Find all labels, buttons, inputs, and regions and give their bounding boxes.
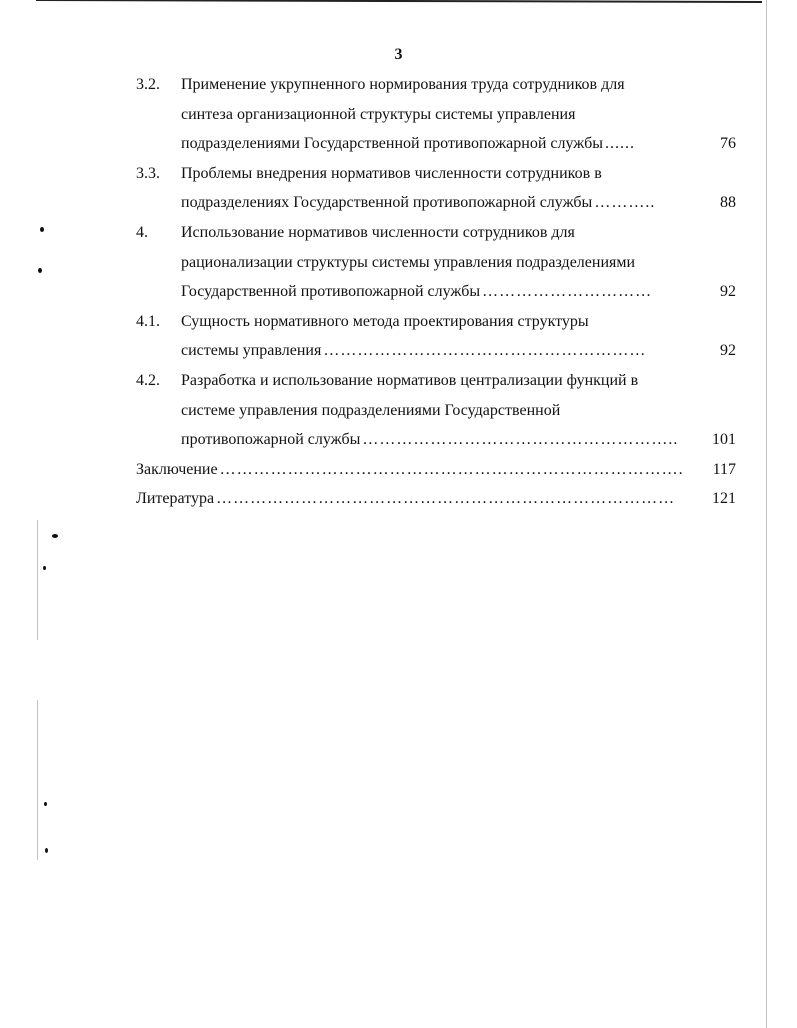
scan-speck (52, 534, 58, 538)
toc-leader-dots: ………………………………………………………………………. (219, 460, 684, 478)
toc-leader-dots: ………………………………………………… (323, 342, 647, 360)
toc-entry-number: 3.3. (136, 164, 160, 182)
toc-entry (136, 366, 736, 455)
toc-entry-line: системе управления подразделениями Государственной (181, 401, 561, 419)
toc-entry-line: системы управления (181, 342, 322, 360)
toc-entry-line: подразделениями Государственной противопожарной службы (181, 135, 603, 153)
toc-entry-number: 4.1. (136, 312, 160, 330)
toc-leader-dots: ...... (605, 135, 635, 153)
scan-speck (43, 566, 46, 570)
scan-left-mark (37, 520, 38, 640)
toc-entry-line: рационализации структуры системы управления подразделениями (181, 253, 636, 271)
toc-entry-conclusion (136, 455, 736, 485)
toc-leader-dots: ………………………… (482, 283, 653, 301)
scan-speck (45, 848, 48, 853)
toc-leader-dots: ……………………………………………….. (362, 431, 679, 449)
toc-page-number: 76 (720, 135, 736, 153)
toc-entry (136, 218, 736, 307)
toc-entry-number: 3.2. (136, 76, 160, 93)
toc-entry-line: подразделениях Государственной противопожарной службы (181, 194, 593, 212)
toc-page-number: 121 (712, 490, 736, 508)
toc-entry (136, 159, 736, 218)
toc-entry-number: 4.2. (136, 371, 160, 389)
toc-page-number: 92 (720, 283, 736, 301)
toc-entry (136, 307, 736, 366)
toc-page-number: 117 (712, 460, 736, 478)
toc-entry (136, 70, 736, 159)
toc-entry-line: Государственной противопожарной службы (181, 283, 481, 301)
scan-speck (40, 227, 44, 232)
toc-leader-dots: ……….. (594, 194, 656, 212)
toc-entry-number: 4. (136, 223, 148, 241)
toc-entry-line: Разработка и использование нормативов централизации функций в (181, 371, 639, 389)
toc-page-number: 92 (720, 342, 736, 360)
scan-right-border (766, 0, 767, 1028)
table-of-contents (136, 70, 736, 514)
scan-speck (44, 802, 47, 806)
toc-entry-line: Проблемы внедрения нормативов численности сотрудников в (181, 164, 602, 182)
toc-entry-label: Заключение (136, 460, 218, 478)
toc-entry-literature (136, 484, 736, 514)
toc-leader-dots: ……………………………………………………………………… (216, 490, 676, 508)
toc-entry-line: противопожарной службы (181, 431, 361, 449)
scan-left-mark (37, 700, 38, 860)
toc-entry-line: Сущность нормативного метода проектирования структуры (181, 312, 589, 330)
toc-page-number: 101 (712, 431, 736, 449)
toc-entry-line: Применение укрупненного нормирования труда сотрудников для (181, 76, 625, 93)
toc-entry-line: синтеза организационной структуры системы управления (181, 105, 576, 123)
scan-speck (38, 268, 42, 273)
toc-entry-line: Использование нормативов численности сотрудников для (181, 223, 575, 241)
page-number: 3 (394, 46, 403, 63)
scan-top-border (36, 0, 762, 3)
toc-page-number: 88 (720, 194, 736, 212)
toc-entry-label: Литература (136, 490, 215, 508)
